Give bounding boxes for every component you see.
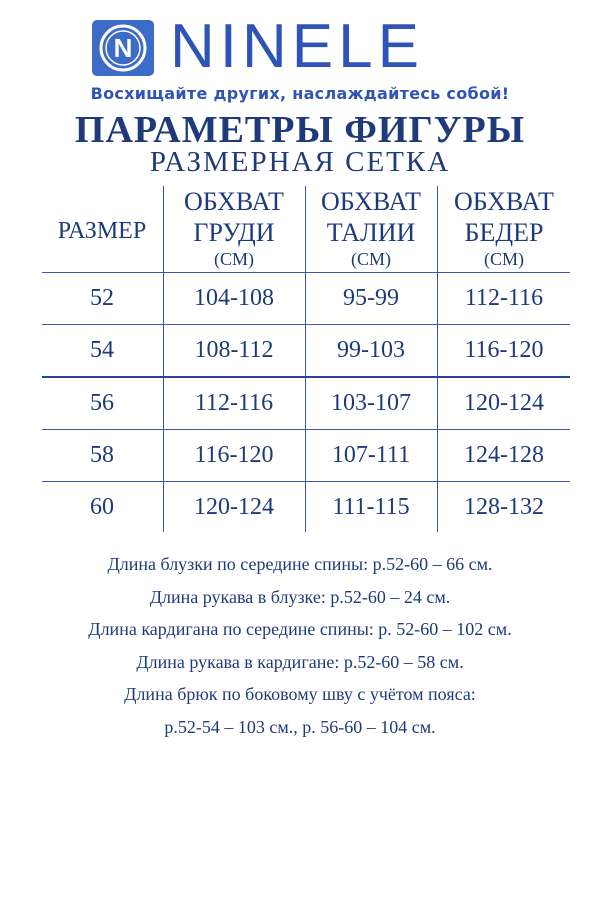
note-blouse-length: Длина блузки по середине спины: р.52-60 – 66 см. xyxy=(107,554,493,574)
row-waist: 111-115 xyxy=(332,494,410,520)
brand-tagline: Восхищайте других, наслаждайтесь собой! xyxy=(90,84,510,103)
note-cardigan-sleeve: Длина рукава в кардигане: р.52-60 – 58 см. xyxy=(136,651,464,672)
header-waist-line2: ТАЛИИ xyxy=(326,218,416,247)
row-size: 56 xyxy=(90,390,114,416)
row-waist: 95-99 xyxy=(343,285,399,311)
table-row xyxy=(42,429,570,481)
page-title: ПАРАМЕТРЫ ФИГУРЫ xyxy=(74,109,526,151)
row-hips: 112-116 xyxy=(464,285,544,311)
row-size: 54 xyxy=(90,337,114,363)
header-hips xyxy=(438,186,570,270)
note-blouse-sleeve: Длина рукава в блузке: р.52-60 – 24 см. xyxy=(149,586,451,607)
measurement-notes xyxy=(0,550,600,745)
row-hips: 128-132 xyxy=(464,494,544,520)
row-chest: 116-120 xyxy=(194,442,274,468)
row-waist: 103-107 xyxy=(331,390,411,416)
note-trousers-length: Длина брюк по боковому шву с учётом пояса: xyxy=(124,684,476,704)
note-trousers-values: р.52-54 – 103 см., р. 56-60 – 104 см. xyxy=(164,716,436,737)
brand-name: NINELE xyxy=(170,12,424,81)
header-hips-line2: БЕДЕР xyxy=(464,218,544,247)
header-size: РАЗМЕР xyxy=(57,218,147,244)
row-size: 60 xyxy=(90,494,114,520)
brand-logo-icon xyxy=(92,20,154,76)
header-chest-line2: ГРУДИ xyxy=(193,218,275,247)
row-hips: 120-124 xyxy=(464,390,544,416)
header-waist-line1: ОБХВАТ xyxy=(321,187,421,216)
header-waist-unit: (СМ) xyxy=(351,249,391,269)
note-cardigan-length: Длина кардигана по середине спины: р. 52-60 – 102 см. xyxy=(88,619,512,639)
page-subtitle: РАЗМЕРНАЯ СЕТКА xyxy=(149,146,451,178)
table-row xyxy=(42,376,570,429)
row-hips: 124-128 xyxy=(464,442,544,468)
row-chest: 104-108 xyxy=(194,285,274,311)
row-chest: 112-116 xyxy=(194,390,274,416)
header-hips-unit: (СМ) xyxy=(484,249,524,269)
row-waist: 99-103 xyxy=(337,337,405,363)
header-chest-line1: ОБХВАТ xyxy=(184,187,284,216)
svg-text:N: N xyxy=(113,33,133,63)
header-chest xyxy=(164,186,304,270)
table-row xyxy=(42,324,570,376)
row-hips: 116-120 xyxy=(464,337,544,363)
table-header-row xyxy=(42,186,570,272)
header-waist xyxy=(306,186,436,270)
row-chest: 120-124 xyxy=(194,494,274,520)
size-table xyxy=(42,186,570,533)
row-size: 58 xyxy=(90,442,114,468)
header-hips-line1: ОБХВАТ xyxy=(454,187,554,216)
row-chest: 108-112 xyxy=(194,337,274,363)
header xyxy=(0,12,600,110)
table-row xyxy=(42,481,570,533)
header-chest-unit: (СМ) xyxy=(214,249,254,269)
row-size: 52 xyxy=(90,285,114,311)
table-row xyxy=(42,272,570,324)
row-waist: 107-111 xyxy=(331,442,411,468)
